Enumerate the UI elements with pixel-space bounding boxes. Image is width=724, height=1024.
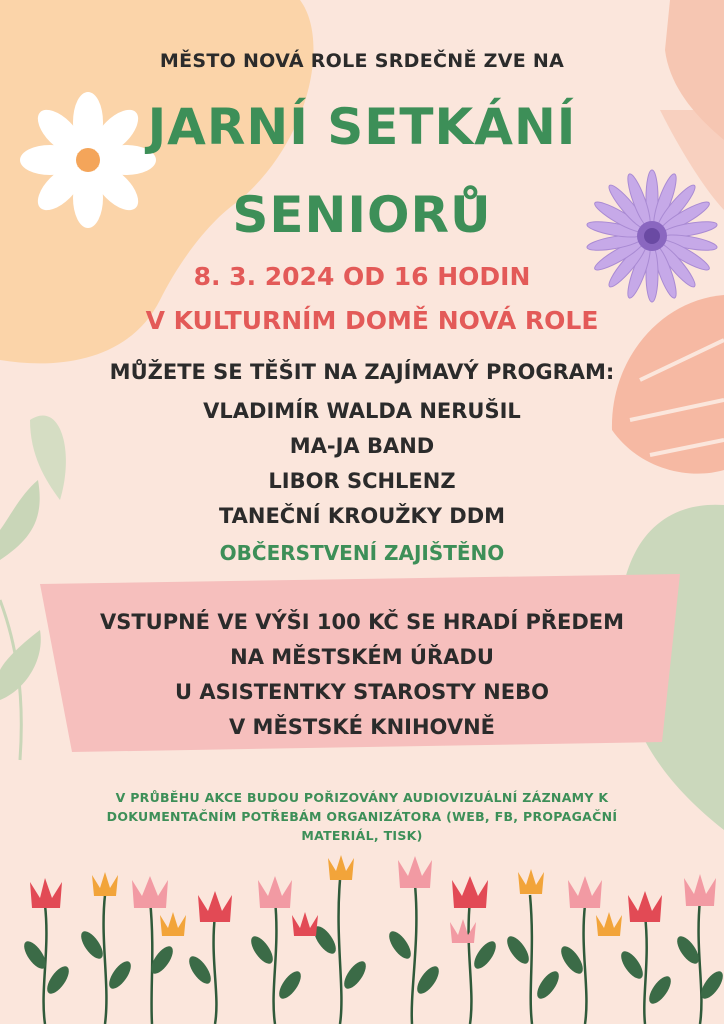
event-date: 8. 3. 2024 OD 16 HODIN: [193, 262, 531, 291]
event-venue: V KULTURNÍM DOMĚ NOVÁ ROLE: [145, 306, 599, 335]
program-heading: MŮŽETE SE TĚŠIT NA ZAJÍMAVÝ PROGRAM:: [109, 360, 615, 384]
program-item: VLADIMÍR WALDA NERUŠIL: [203, 399, 521, 423]
program-item: TANEČNÍ KROUŽKY DDM: [218, 504, 506, 528]
program-list: [0, 394, 724, 534]
event-title-line-2: SENIORŮ: [232, 186, 492, 244]
invitation-intro: MĚSTO NOVÁ ROLE SRDEČNĚ ZVE NA: [159, 50, 565, 72]
admission-info: [45, 605, 679, 745]
flower-border: [20, 855, 724, 1024]
admission-line: NA MĚSTSKÉM ÚŘADU: [230, 645, 494, 669]
recording-notice: V PRŮBĚHU AKCE BUDOU POŘIZOVÁNY AUDIOVIZUÁLNÍ ZÁZNAMY K DOKUMENTAČNÍM POTŘEBÁM ORGANIZÁTORA (WEB, FB, PROPAGAČNÍ MATERIÁL, TISK): [106, 790, 618, 843]
admission-line: VSTUPNÉ VE VÝŠI 100 KČ SE HRADÍ PŘEDEM: [99, 610, 625, 634]
admission-line: V MĚSTSKÉ KNIHOVNĚ: [228, 715, 495, 739]
program-item: LIBOR SCHLENZ: [268, 469, 456, 493]
program-item: MA-JA BAND: [289, 434, 435, 458]
admission-line: U ASISTENTKY STAROSTY NEBO: [175, 680, 549, 704]
event-title-line-1: JARNÍ SETKÁNÍ: [147, 98, 577, 156]
refreshments-note: OBČERSTVENÍ ZAJIŠTĚNO: [219, 541, 505, 565]
